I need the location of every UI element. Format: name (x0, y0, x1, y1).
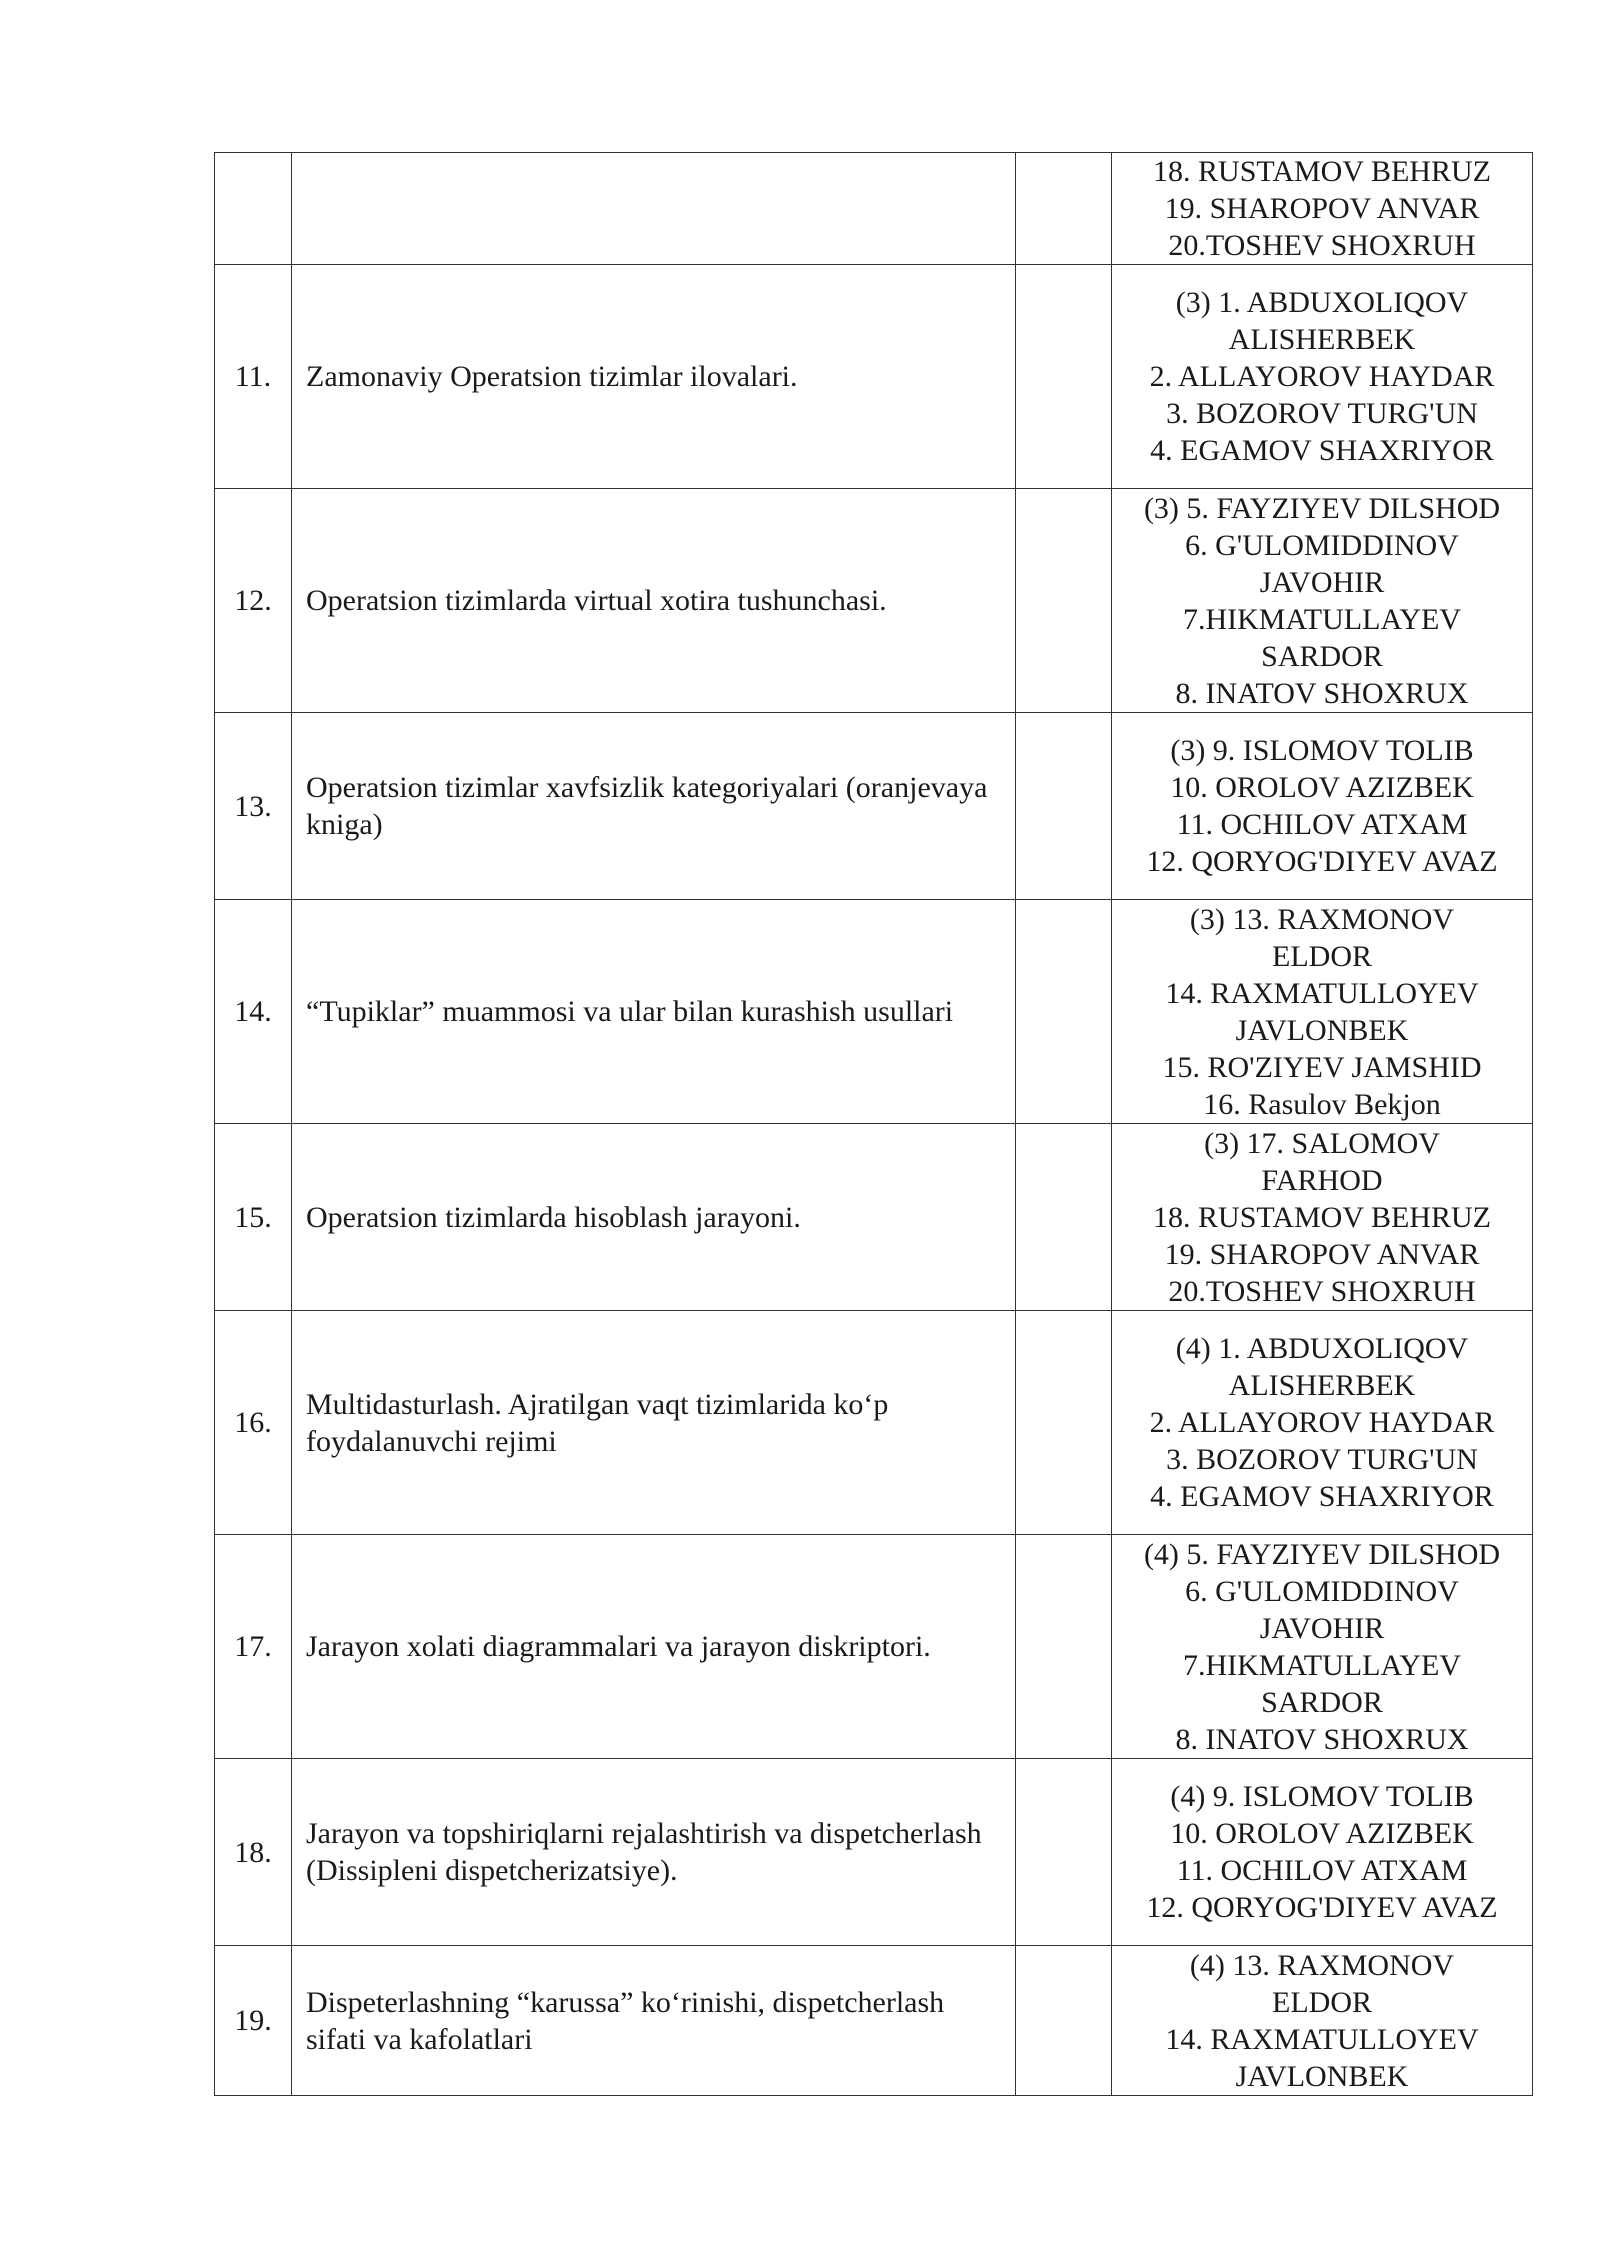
row-number: 16. (215, 1311, 292, 1535)
row-number: 11. (215, 265, 292, 489)
row-number: 18. (215, 1759, 292, 1946)
table-row (215, 1311, 1533, 1535)
row-number: 15. (215, 1124, 292, 1311)
student-names: (4) 1. ABDUXOLIQOV ALISHERBEK 2. ALLAYOROV HAYDAR 3. BOZOROV TURG'UN 4. EGAMOV SHAXRIYOR (1112, 1311, 1533, 1535)
topic-cell: “Tupiklar” muammosi va ular bilan kurashish usullari (292, 900, 1016, 1124)
table-row (215, 900, 1533, 1124)
table-row (215, 713, 1533, 900)
empty-cell (1016, 900, 1112, 1124)
topic-cell: Jarayon va topshiriqlarni rejalashtirish va dispetcherlash (Dissipleni dispetcherizatsiye). (292, 1759, 1016, 1946)
row-number: 19. (215, 1946, 292, 2096)
empty-cell (1016, 1311, 1112, 1535)
topic-cell: Operatsion tizimlar xavfsizlik kategoriyalari (oranjevaya kniga) (292, 713, 1016, 900)
empty-cell (1016, 1535, 1112, 1759)
student-names: (3) 17. SALOMOV FARHOD 18. RUSTAMOV BEHRUZ 19. SHAROPOV ANVAR 20.TOSHEV SHOXRUH (1112, 1124, 1533, 1311)
table-row (215, 1535, 1533, 1759)
empty-cell (1016, 713, 1112, 900)
empty-cell (1016, 153, 1112, 265)
student-names: (4) 9. ISLOMOV TOLIB 10. OROLOV AZIZBEK 11. OCHILOV ATXAM 12. QORYOG'DIYEV AVAZ (1112, 1759, 1533, 1946)
row-number: 17. (215, 1535, 292, 1759)
topic-cell: Zamonaviy Operatsion tizimlar ilovalari. (292, 265, 1016, 489)
empty-cell (1016, 1946, 1112, 2096)
empty-cell (1016, 265, 1112, 489)
topic-cell: Multidasturlash. Ajratilgan vaqt tizimlarida ko‘p foydalanuvchi rejimi (292, 1311, 1016, 1535)
student-names: (3) 5. FAYZIYEV DILSHOD 6. G'ULOMIDDINOV JAVOHIR 7.HIKMATULLAYEV SARDOR 8. INATOV SHOXRUX (1112, 489, 1533, 713)
row-number: 14. (215, 900, 292, 1124)
topic-cell: Operatsion tizimlarda hisoblash jarayoni. (292, 1124, 1016, 1311)
table-row (215, 489, 1533, 713)
student-names: (3) 13. RAXMONOV ELDOR 14. RAXMATULLOYEV JAVLONBEK 15. RO'ZIYEV JAMSHID 16. Rasulov Bekjon (1112, 900, 1533, 1124)
empty-cell (1016, 1124, 1112, 1311)
empty-cell (1016, 489, 1112, 713)
row-number: 13. (215, 713, 292, 900)
table-row (215, 265, 1533, 489)
student-names: (3) 1. ABDUXOLIQOV ALISHERBEK 2. ALLAYOROV HAYDAR 3. BOZOROV TURG'UN 4. EGAMOV SHAXRIYOR (1112, 265, 1533, 489)
topic-cell (292, 153, 1016, 265)
topic-cell: Operatsion tizimlarda virtual xotira tushunchasi. (292, 489, 1016, 713)
table-row (215, 1759, 1533, 1946)
student-names: (4) 5. FAYZIYEV DILSHOD 6. G'ULOMIDDINOV JAVOHIR 7.HIKMATULLAYEV SARDOR 8. INATOV SHOXRUX (1112, 1535, 1533, 1759)
assignment-table (214, 152, 1533, 2096)
student-names: (3) 9. ISLOMOV TOLIB 10. OROLOV AZIZBEK 11. OCHILOV ATXAM 12. QORYOG'DIYEV AVAZ (1112, 713, 1533, 900)
topic-cell: Dispeterlashning “karussa” ko‘rinishi, dispetcherlash sifati va kafolatlari (292, 1946, 1016, 2096)
table-row (215, 153, 1533, 265)
row-number (215, 153, 292, 265)
topic-cell: Jarayon xolati diagrammalari va jarayon diskriptori. (292, 1535, 1016, 1759)
table-row (215, 1946, 1533, 2096)
student-names: (4) 13. RAXMONOV ELDOR 14. RAXMATULLOYEV JAVLONBEK (1112, 1946, 1533, 2096)
empty-cell (1016, 1759, 1112, 1946)
student-names: 18. RUSTAMOV BEHRUZ 19. SHAROPOV ANVAR 20.TOSHEV SHOXRUH (1112, 153, 1533, 265)
row-number: 12. (215, 489, 292, 713)
table-row (215, 1124, 1533, 1311)
